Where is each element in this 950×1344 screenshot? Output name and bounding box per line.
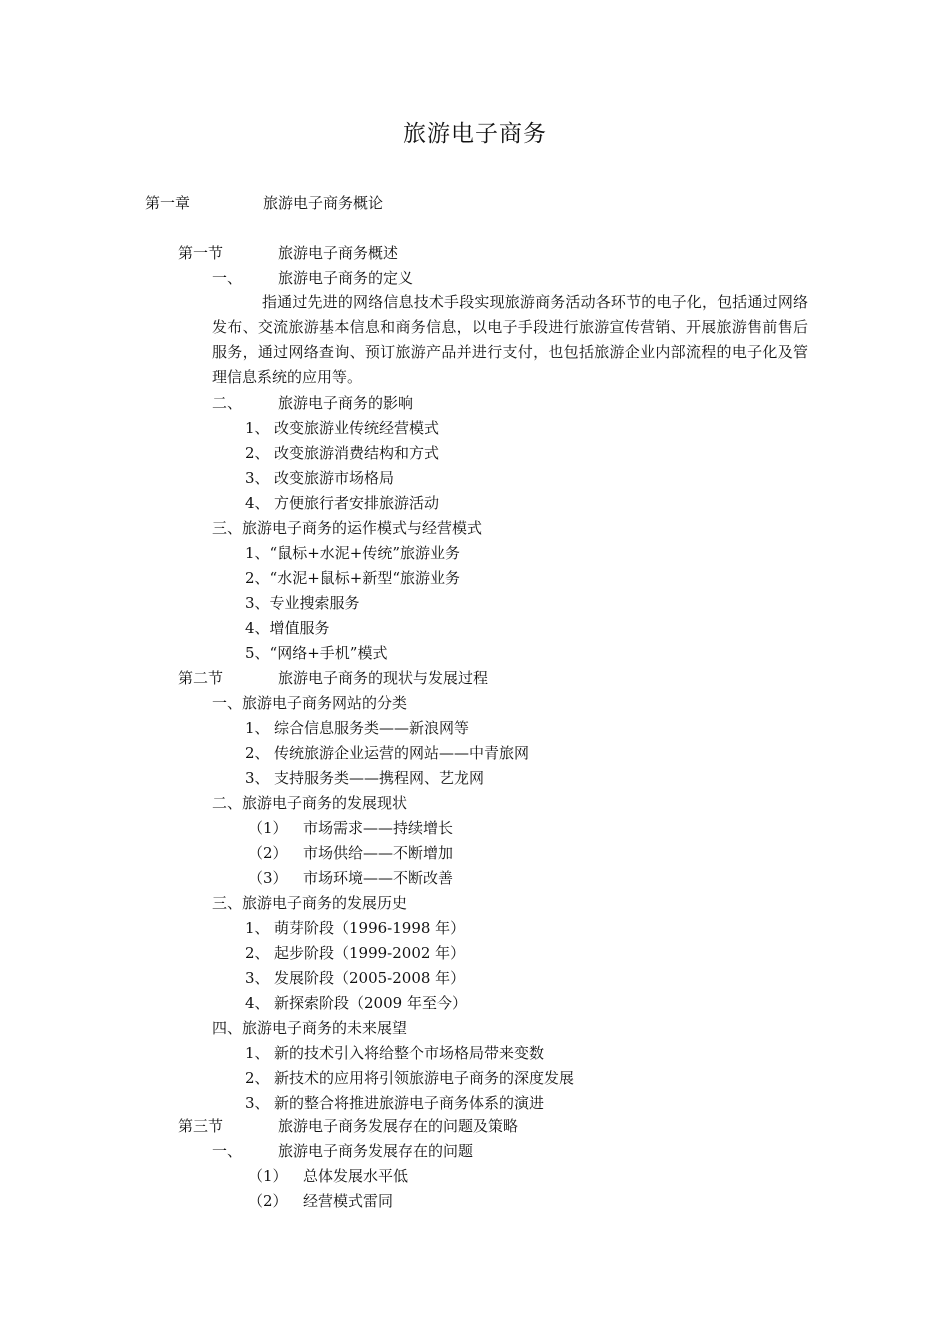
subsection-title: 二、旅游电子商务的发展现状 [212, 794, 408, 812]
section-title: 旅游电子商务发展存在的问题及策略 [278, 1117, 519, 1135]
subsection-number: 二、 [212, 394, 243, 412]
subsection-number: 一、 [212, 1142, 243, 1160]
list-item-number: 2、 [245, 944, 270, 962]
list-item-number: 3、 [245, 469, 270, 487]
list-item-number: 1、 [245, 1044, 270, 1062]
subsection-number: 一、 [212, 269, 243, 287]
list-item-text: 发展阶段（2005-2008 年） [274, 969, 466, 987]
section-number: 第三节 [178, 1117, 224, 1135]
list-item-number: 2、 [245, 744, 270, 762]
list-item-number: （1） [248, 819, 288, 837]
list-item-number: 4、 [245, 494, 270, 512]
list-item-number: 2、 [245, 1069, 270, 1087]
chapter-title: 旅游电子商务概论 [263, 194, 384, 212]
section-number: 第一节 [178, 244, 224, 262]
list-item-number: 1、 [245, 419, 270, 437]
section-title: 旅游电子商务的现状与发展过程 [278, 669, 489, 687]
list-item-text: 新的技术引入将给整个市场格局带来变数 [274, 1044, 545, 1062]
subsection-title: 三、旅游电子商务的发展历史 [212, 894, 408, 912]
list-item-number: 2、 [245, 444, 270, 462]
list-item-text: 新探索阶段（2009 年至今） [274, 994, 467, 1012]
list-item-number: 4、 [245, 994, 270, 1012]
definition-paragraph: 指通过先进的网络信息技术手段实现旅游商务活动各环节的电子化，包括通过网络发布、交流旅游基本信息和商务信息，以电子手段进行旅游宣传营销、开展旅游售前售后服务，通过网络查询、预订旅游产品并进行支付，也包括旅游企业内部流程的电子化及管理信息系统的应用等。 [212, 293, 808, 386]
list-item-number: 1、 [245, 719, 270, 737]
list-item-number: 3、 [245, 1094, 270, 1112]
list-item-text: 1、“鼠标+水泥+传统”旅游业务 [245, 544, 461, 562]
list-item-text: 3、专业搜索服务 [245, 594, 360, 612]
list-item-text: 起步阶段（1999-2002 年） [274, 944, 466, 962]
list-item-number: （2） [248, 1192, 288, 1210]
list-item-text: 经营模式雷同 [303, 1192, 394, 1210]
list-item-text: 改变旅游业传统经营模式 [274, 419, 440, 437]
list-item-number: 3、 [245, 769, 270, 787]
list-item-text: 综合信息服务类——新浪网等 [274, 719, 470, 737]
subsection-title: 旅游电子商务发展存在的问题 [278, 1142, 474, 1160]
chapter-number: 第一章 [145, 194, 191, 212]
list-item-number: （3） [248, 869, 288, 887]
list-item-number: （1） [248, 1167, 288, 1185]
list-item-text: 新的整合将推进旅游电子商务体系的演进 [274, 1094, 545, 1112]
list-item-text: 4、增值服务 [245, 619, 330, 637]
list-item-text: 传统旅游企业运营的网站——中青旅网 [274, 744, 530, 762]
list-item-text: 萌芽阶段（1996-1998 年） [274, 919, 466, 937]
document-title: 旅游电子商务 [403, 121, 547, 147]
subsection-title: 四、旅游电子商务的未来展望 [212, 1019, 408, 1037]
list-item-number: 1、 [245, 919, 270, 937]
list-item-number: （2） [248, 844, 288, 862]
list-item-text: 2、“水泥+鼠标+新型“旅游业务 [245, 569, 461, 587]
list-item-text: 市场环境——不断改善 [303, 869, 454, 887]
list-item-text: 改变旅游市场格局 [274, 469, 395, 487]
list-item-text: 方便旅行者安排旅游活动 [274, 494, 440, 512]
subsection-title: 三、旅游电子商务的运作模式与经营模式 [212, 519, 483, 537]
list-item-text: 5、“网络+手机”模式 [245, 644, 388, 662]
section-number: 第二节 [178, 669, 224, 687]
list-item-text: 市场需求——持续增长 [303, 819, 454, 837]
section-title: 旅游电子商务概述 [278, 244, 399, 262]
list-item-text: 市场供给——不断增加 [303, 844, 454, 862]
subsection-title: 旅游电子商务的影响 [278, 394, 414, 412]
list-item-number: 3、 [245, 969, 270, 987]
list-item-text: 支持服务类——携程网、艺龙网 [274, 769, 485, 787]
subsection-title: 旅游电子商务的定义 [278, 269, 414, 287]
subsection-title: 一、旅游电子商务网站的分类 [212, 694, 408, 712]
list-item-text: 总体发展水平低 [303, 1167, 409, 1185]
list-item-text: 改变旅游消费结构和方式 [274, 444, 440, 462]
list-item-text: 新技术的应用将引领旅游电子商务的深度发展 [274, 1069, 575, 1087]
